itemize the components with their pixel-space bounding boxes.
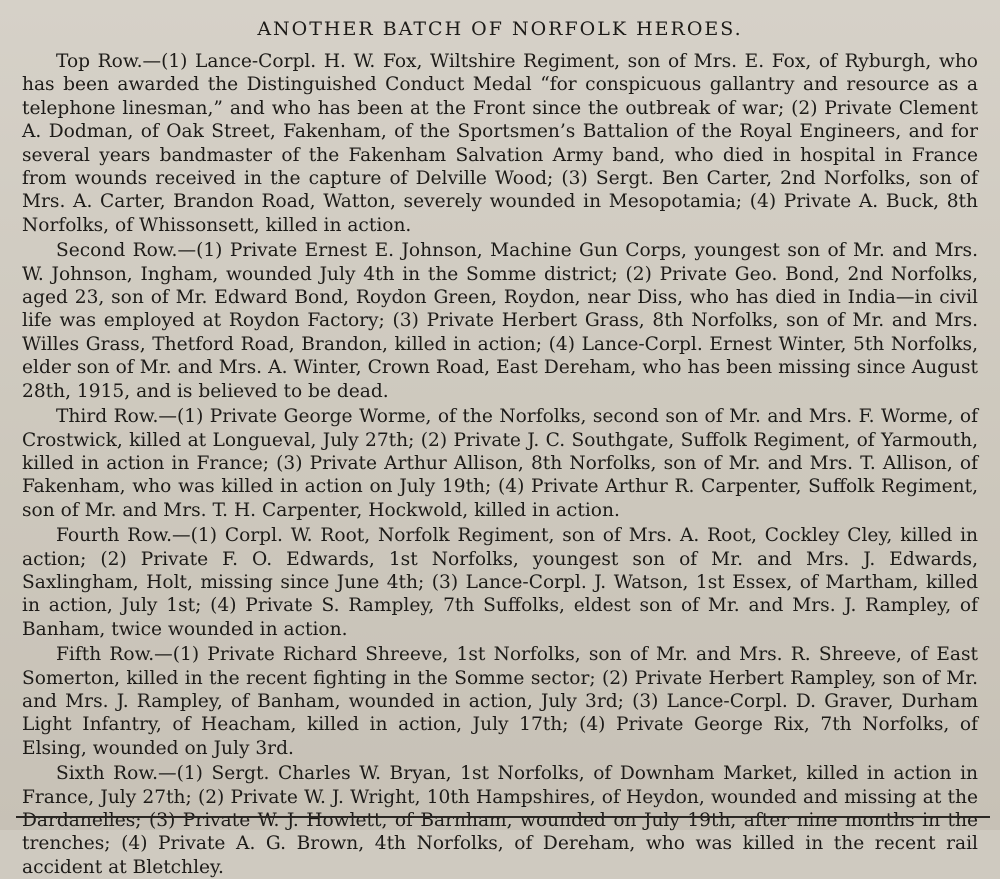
paragraph-top-row: Top Row.—(1) Lance-Corpl. H. W. Fox, Wiltshire Regiment, son of Mrs. E. Fox, of Ryburgh, who has been awarded the Distinguished Conduct Medal “for conspicuous gallantry and resource as a telephone linesman,” and who has been at the Front since the outbreak of war; (2) Private Clement A. Dodman, of Oak Street, Fakenham, of the Sportsmen’s Battalion of the Royal Engineers, and for several years bandmaster of the Fakenham Salvation Army band, who died in hospital in France from wounds received in the capture of Delville Wood; (3) Sergt. Ben Carter, 2nd Norfolks, son of Mrs. A. Carter, Brandon Road, Watton, severely wounded in Mesopotamia; (4) Private A. Buck, 8th Norfolks, of Whissonsett, killed in action. <box>22 51 978 236</box>
paragraph-fifth-row: Fifth Row.—(1) Private Richard Shreeve, 1st Norfolks, son of Mr. and Mrs. R. Shreeve, of East Somerton, killed in the recent fighting in the Somme sector; (2) Private Herbert Rampley, son of Mr. and Mrs. J. Rampley, of Banham, wounded in action, July 3rd; (3) Lance-Corpl. D. Graver, Durham Light Infantry, of Heacham, killed in action, July 17th; (4) Private George Rix, 7th Norfolks, of Elsing, wounded on July 3rd. <box>22 644 978 759</box>
paragraph-sixth-row: Sixth Row.—(1) Sergt. Charles W. Bryan, 1st Norfolks, of Downham Market, killed in action in France, July 27th; (2) Private W. J. Wright, 10th Hampshires, of Heydon, wounded and missing at the Dardanelles; (3) Private W. J. Howlett, of Barnham, wounded on July 19th, after nine months in the trenches; (4) Private A. G. Brown, 4th Norfolks, of Dereham, who was killed in the recent rail accident at Bletchley. <box>22 763 978 878</box>
paragraph-second-row: Second Row.—(1) Private Ernest E. Johnson, Machine Gun Corps, youngest son of Mr. and Mrs. W. Johnson, Ingham, wounded July 4th in the Somme district; (2) Private Geo. Bond, 2nd Norfolks, aged 23, son of Mr. Edward Bond, Roydon Green, Roydon, near Diss, who has died in India—in civil life was employed at Roydon Factory; (3) Private Herbert Grass, 8th Norfolks, son of Mr. and Mrs. Willes Grass, Thetford Road, Brandon, killed in action; (4) Lance-Corpl. Ernest Winter, 5th Norfolks, elder son of Mr. and Mrs. A. Winter, Crown Road, East Dereham, who has been missing since August 28th, 1915, and is believed to be dead. <box>22 240 978 402</box>
paragraph-third-row: Third Row.—(1) Private George Worme, of the Norfolks, second son of Mr. and Mrs. F. Worme, of Crostwick, killed at Longueval, July 27th; (2) Private J. C. Southgate, Suffolk Regiment, of Yarmouth, killed in action in France; (3) Private Arthur Allison, 8th Norfolks, son of Mr. and Mrs. T. Allison, of Fakenham, who was killed in action on July 19th; (4) Private Arthur R. Carpenter, Suffolk Regiment, son of Mr. and Mrs. T. H. Carpenter, Hockwold, killed in action. <box>22 406 978 521</box>
bottom-divider-rule <box>16 816 990 818</box>
paragraph-fourth-row: Fourth Row.—(1) Corpl. W. Root, Norfolk Regiment, son of Mrs. A. Root, Cockley Cley, killed in action; (2) Private F. O. Edwards, 1st Norfolks, youngest son of Mr. and Mrs. J. Edwards, Saxlingham, Holt, missing since June 4th; (3) Lance-Corpl. J. Watson, 1st Essex, of Martham, killed in action, July 1st; (4) Private S. Rampley, 7th Suffolks, eldest son of Mr. and Mrs. J. Rampley, of Banham, twice wounded in action. <box>22 525 978 640</box>
article-title: ANOTHER BATCH OF NORFOLK HEROES. <box>257 18 743 40</box>
